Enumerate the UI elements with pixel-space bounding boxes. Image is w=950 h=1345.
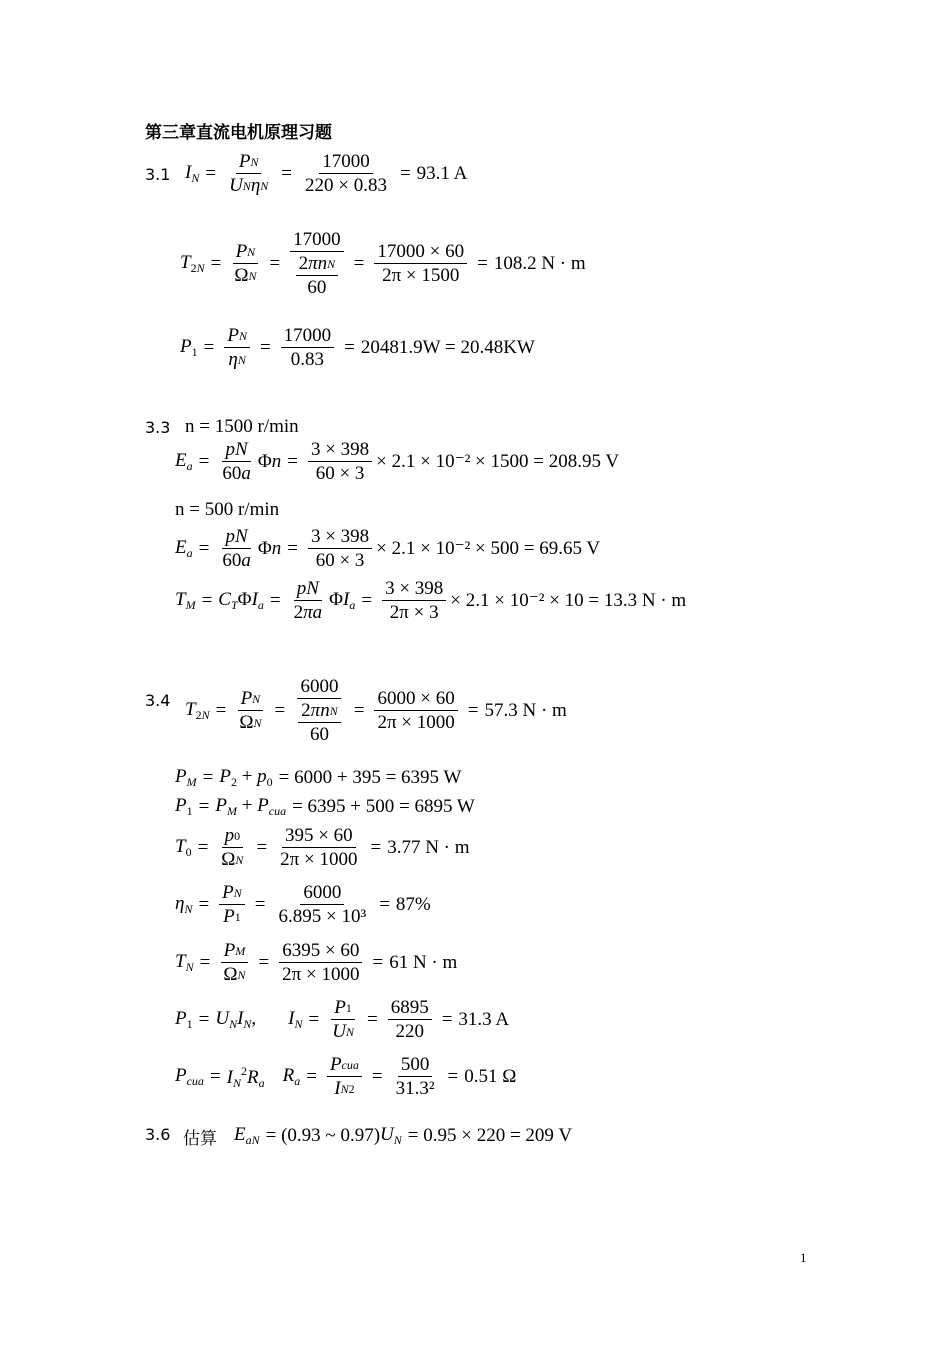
result-value: 57.3 N · m bbox=[484, 700, 567, 721]
result-value: 0.51 Ω bbox=[464, 1066, 517, 1087]
equation-3-4-ra: $P_{cua}$ = $I_N^2R_a$ $R_a$ = P cua I N 2 = $\frac{500}{\text{31.3²}}$ = 0.51 Ω bbox=[175, 1054, 517, 1099]
fraction-numerator: 17000 bbox=[290, 230, 344, 252]
fraction-denominator: 60 × 3 bbox=[315, 550, 365, 571]
expression-rest: = 6395 + 500 = 6895 W bbox=[292, 796, 475, 817]
equation-3-3-emf-2: $E_a$ = pN 60 a Φn = $\frac{3 \times 398}{60 \times 3}$ × 2.1 × 10⁻² × 500 = 69.65 V bbox=[175, 526, 601, 571]
result-value: 3.77 N · m bbox=[387, 837, 470, 858]
fraction-numerator: 6000 × 60 bbox=[374, 689, 457, 711]
equation-3-6: $E_{aN}$ = (0.93 ~ 0.97) $U_N$ = 0.95 × 220 = 209 V bbox=[234, 1124, 573, 1147]
equation-3-4-pm: $P_M$ = $P_2 + p_0$ = 6000 + 395 = 6395 W bbox=[175, 766, 462, 789]
fraction-denominator: 2π × 1000 bbox=[377, 712, 455, 733]
equation-3-4-in: $P_1$ = $U_NI_N$, $I_N$ = P 1 U N = $\frac{6895}{220}$ = 31.3 A bbox=[175, 997, 510, 1042]
fraction-numerator: 3 × 398 bbox=[382, 579, 446, 601]
problem-label-3-6: 3.6 bbox=[145, 1125, 171, 1144]
page-number: 1 bbox=[800, 1250, 807, 1265]
result-value: 61 N · m bbox=[389, 952, 458, 973]
equation-3-4-t0: $T_0$ = p 0 Ω N = $\frac{395 \times 60}{2\pi \times 1000}$ = 3.77 N · m bbox=[175, 825, 470, 870]
fraction-denominator: 6.895 × 10³ bbox=[278, 906, 367, 927]
fraction-numerator: 395 × 60 bbox=[282, 826, 356, 848]
fraction-denominator: 2π × 1500 bbox=[382, 265, 460, 286]
fraction-numerator: 17000 bbox=[319, 152, 373, 174]
expression-rest: × 2.1 × 10⁻² × 500 = 69.65 V bbox=[376, 538, 601, 559]
result-value: 108.2 N · m bbox=[493, 253, 586, 274]
fraction-denominator: 2π × 3 bbox=[389, 602, 439, 623]
speed-line-2: n = 500 r/min bbox=[175, 499, 280, 520]
fraction-denominator: 31.3² bbox=[395, 1078, 435, 1099]
expression-rest: × 2.1 × 10⁻² × 1500 = 208.95 V bbox=[376, 451, 620, 472]
equation-3-4-tn: $T_N$ = P M Ω N = $\frac{6395 \times 60}{2\pi \times 1000}$ = 61 N · m bbox=[175, 940, 458, 985]
problem-label-3-1: 3.1 bbox=[145, 165, 171, 184]
speed-line-1: n = 1500 r/min bbox=[185, 416, 299, 437]
fraction-numerator: 6895 bbox=[388, 998, 432, 1020]
equation-3-4-efficiency: $\eta_N$ = P N P 1 = $\frac{6000}{\text{6.895 × 10³}}$ = 87% bbox=[175, 882, 431, 927]
equation-3-1-current: $I_N$ = P N U N η N = $\frac{17000}{220 \times 0.83}$ = 93.1 A bbox=[185, 151, 468, 196]
fraction-numerator: 6000 bbox=[300, 883, 344, 905]
equation-3-3-torque: $T_M$ = $C_T\Phi I_a$ = pN 2 πa $\Phi I_a$ = $\frac{3 \times 398}{2\pi \times 3}$ × 2.1 × 10⁻² × 10 = 13.3 N · m bbox=[175, 578, 687, 623]
fraction-numerator: 3 × 398 bbox=[308, 527, 372, 549]
equation-3-3-emf-1: $E_a$ = pN 60 a Φn = $\frac{3 \times 398}{60 \times 3}$ × 2.1 × 10⁻² × 1500 = 208.95 V bbox=[175, 439, 620, 484]
fraction-denominator: 0.83 bbox=[290, 349, 325, 370]
nested-denominator: 60 bbox=[309, 724, 329, 745]
equation-3-1-power: $P_1$ = P N η N = $\frac{17000}{0.83}$ = 20481.9W = 20.48KW bbox=[180, 325, 535, 370]
fraction-denominator: 60 × 3 bbox=[315, 463, 365, 484]
fraction-numerator: 6000 bbox=[297, 677, 341, 699]
result-value: 20481.9W = 20.48KW bbox=[360, 337, 535, 358]
expression-rest: = 6000 + 395 = 6395 W bbox=[278, 767, 462, 788]
fraction-numerator: 17000 × 60 bbox=[374, 242, 467, 264]
fraction-denominator: 220 × 0.83 bbox=[304, 175, 387, 196]
equation-3-4-torque: $T_{2N}$ = P N Ω N = 6000 2 πn N 60 = $\frac{6000 \times 60}{2\pi \times 1000}$ = 57.3 N · m bbox=[185, 676, 567, 745]
fraction-numerator: 6395 × 60 bbox=[279, 941, 362, 963]
fraction-numerator: 3 × 398 bbox=[308, 440, 372, 462]
problem-label-3-4: 3.4 bbox=[145, 691, 171, 710]
result-value: = 0.95 × 220 = 209 V bbox=[407, 1125, 573, 1146]
estimate-word: 估算 bbox=[183, 1129, 217, 1149]
fraction-denominator: 220 bbox=[395, 1021, 424, 1042]
page-title: 第三章直流电机原理习题 bbox=[145, 123, 332, 143]
problem-label-3-3: 3.3 bbox=[145, 418, 171, 437]
equation-3-4-p1: $P_1$ = $P_M + P_{cua}$ = 6395 + 500 = 6895 W bbox=[175, 795, 475, 818]
result-value: 31.3 A bbox=[458, 1009, 510, 1030]
equation-3-1-torque: $T_{2N}$ = P N Ω N = 17000 2 πn N 60 = $\frac{17000 \times 60}{2\pi \times 1500}$ = 108.2 N · m bbox=[180, 229, 586, 298]
expression-rest: × 2.1 × 10⁻² × 10 = 13.3 N · m bbox=[450, 590, 687, 611]
fraction-numerator: 500 bbox=[398, 1055, 433, 1077]
nested-denominator: 60 bbox=[307, 277, 327, 298]
fraction-denominator: 2π × 1000 bbox=[280, 849, 358, 870]
fraction-denominator: 2π × 1000 bbox=[282, 964, 360, 985]
result-value: 87% bbox=[395, 894, 431, 915]
result-value: 93.1 A bbox=[416, 163, 468, 184]
fraction-numerator: 17000 bbox=[281, 326, 335, 348]
expression-middle: = (0.93 ~ 0.97) bbox=[265, 1125, 381, 1146]
